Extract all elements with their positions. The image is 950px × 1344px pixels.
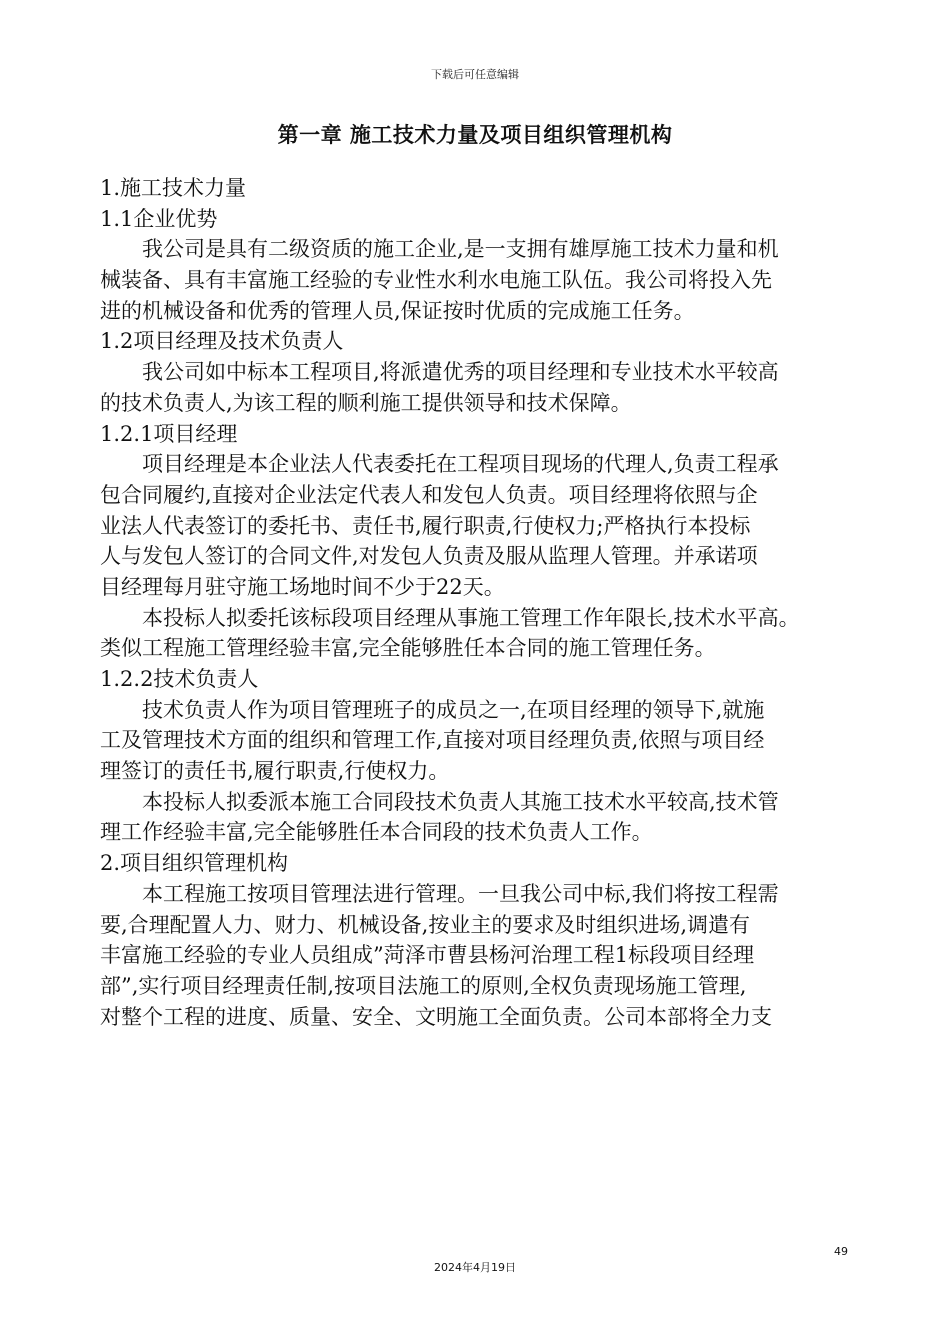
document-body: [100, 173, 858, 1032]
paragraph-line: 械装备、具有丰富施工经验的专业性水利水电施工队伍。我公司将投入先: [100, 268, 772, 293]
section-heading: 2.项目组织管理机构: [100, 851, 289, 876]
paragraph-line: 我公司是具有二级资质的施工企业,是一支拥有雄厚施工技术力量和机: [142, 237, 779, 262]
section-heading: 1.施工技术力量: [100, 176, 247, 200]
subsection-heading: 1.2.2技术负责人: [100, 667, 259, 691]
paragraph-line: 包合同履约,直接对企业法定代表人和发包人负责。项目经理将依照与企: [100, 482, 758, 507]
paragraph-line: 人与发包人签订的合同文件,对发包人负责及服从监理人管理。并承诺项: [100, 544, 758, 569]
subsection-heading: 1.2项目经理及技术负责人: [100, 329, 344, 354]
paragraph-line: 理工作经验丰富,完全能够胜任本合同段的技术负责人工作。: [100, 820, 653, 845]
paragraph-line: 进的机械设备和优秀的管理人员,保证按时优质的完成施工任务。: [100, 298, 695, 323]
paragraph-line: 部”,实行项目经理责任制,按项目法施工的原则,全权负责现场施工管理,: [100, 973, 747, 998]
paragraph-line: 技术负责人作为项目管理班子的成员之一,在项目经理的领导下,就施: [142, 697, 765, 722]
paragraph-line: 本工程施工按项目管理法进行管理。一旦我公司中标,我们将按工程需: [142, 881, 779, 906]
paragraph-line: 的技术负责人,为该工程的顺利施工提供领导和技术保障。: [100, 390, 632, 415]
paragraph-line: 我公司如中标本工程项目,将派遣优秀的项目经理和专业技术水平较高: [142, 360, 779, 385]
subsection-heading: 1.1企业优势: [100, 206, 218, 231]
chapter-title: 第一章 施工技术力量及项目组织管理机构: [277, 123, 673, 147]
paragraph-line: 工及管理技术方面的组织和管理工作,直接对项目经理负责,依照与项目经: [100, 728, 765, 753]
paragraph-line: 本投标人拟委托该标段项目经理从事施工管理工作年限长,技术水平高。: [142, 605, 800, 630]
paragraph-line: 本投标人拟委派本施工合同段技术负责人其施工技术水平较高,技术管: [142, 789, 779, 814]
paragraph-line: 要,合理配置人力、财力、机械设备,按业主的要求及时组织进场,调遣有: [100, 912, 751, 937]
paragraph-line: 丰富施工经验的专业人员组成”菏泽市曹县杨河治理工程1标段项目经理: [100, 943, 755, 968]
footer-date: 2024年4月19日: [434, 1261, 516, 1274]
paragraph-line: 业法人代表签订的委托书、责任书,履行职责,行使权力;严格执行本投标: [100, 513, 751, 538]
paragraph-line: 项目经理是本企业法人代表委托在工程项目现场的代理人,负责工程承: [142, 452, 779, 477]
page-number: 49: [834, 1245, 848, 1258]
paragraph-line: 对整个工程的进度、质量、安全、文明施工全面负责。公司本部将全力支: [100, 1004, 772, 1029]
subsection-heading: 1.2.1项目经理: [100, 421, 238, 446]
paragraph-line: 理签订的责任书,履行职责,行使权力。: [100, 759, 450, 784]
header-note: 下载后可任意编辑: [431, 68, 519, 81]
paragraph-line: 目经理每月驻守施工场地时间不少于22天。: [100, 574, 505, 599]
paragraph-line: 类似工程施工管理经验丰富,完全能够胜任本合同的施工管理任务。: [100, 636, 716, 661]
